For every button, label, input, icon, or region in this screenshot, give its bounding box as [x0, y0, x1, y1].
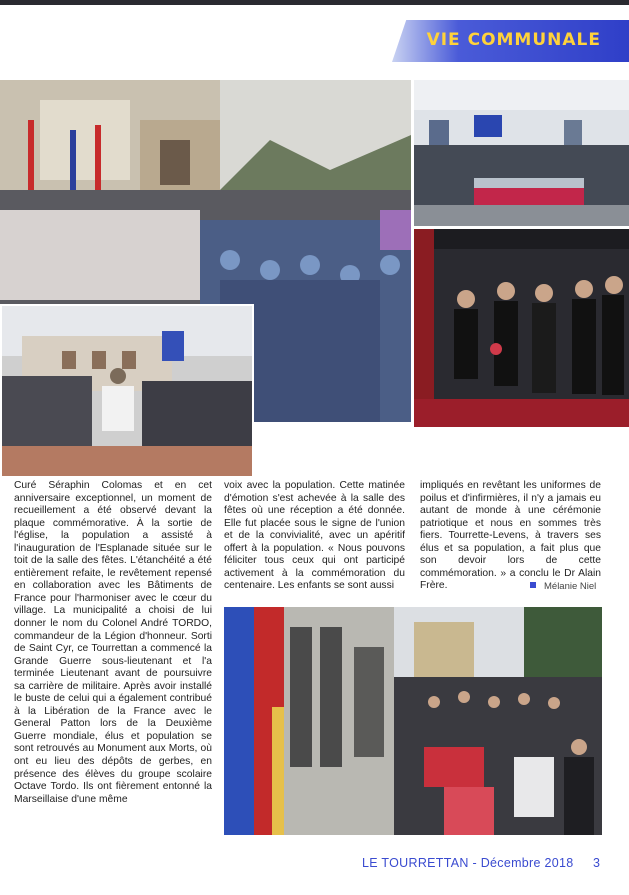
author-signature — [530, 581, 596, 592]
footer-publication: LE TOURRETTAN - Décembre 2018 — [362, 856, 574, 870]
article-text-col3: impliqués en revêtant les uniformes de poilus et d'infirmières, il n'y a jamais eu autant de monde à une cérémonie patriotique et nous en sommes très fiers. Tourrette-Levens, à travers ses élus et sa population, a fait plus que son devoir lors de cette commémoration. » a conclu le Dr Alain Frère. — [420, 480, 601, 592]
article-column-3 — [420, 480, 601, 593]
photo-exhibition-room — [414, 80, 629, 226]
section-title: VIE COMMUNALE — [426, 30, 601, 50]
section-banner — [392, 20, 629, 62]
article-column-1 — [14, 480, 212, 806]
article-text-col1: Curé Séraphin Colomas et en cet anniversaire exceptionnel, un moment de recueillement a été observé devant la plaque commémorative. À la sortie de l'église, la population a assisté à l'inauguration de l'Esplanade située sur le toit de la salle des fêtes. L'étanchéité a été entièrement refaite, le revêtement repensé en collaboration avec les Bâtiments de France pour l'harmoniser avec le cœur du village. La municipalité a choisi de lui donner le nom du Colonel André TORDO, commandeur de la Légion d'honneur. Sorti de Saint Cyr, ce Tourrettan a commencé la Grande Guerre sous-lieutenant et l'a terminée Lieutenant avant de poursuivre sa carrière de militaire. Après avoir installé le buste de celui qui a également contribué à la Libération de la France avec le General Patton lors de la Deuxième Guerre mondiale, élus et population se sont retrouvés au Monument aux Morts, où ont eu lieu des dépôts de gerbes, en présence des élèves du groupe scolaire Octave Tordo. Ils ont fièrement entonné la Marseillaise d'une même — [14, 480, 212, 805]
signature-marker-icon — [530, 582, 536, 588]
photo-monument-ceremony — [224, 607, 602, 835]
page-number: 3 — [593, 856, 600, 870]
photo-esplanade-bust — [0, 304, 254, 478]
photo-theater-scene — [414, 229, 629, 427]
article-column-2 — [224, 480, 405, 593]
article-text-col2: voix avec la population. Cette matinée d'émotion s'est achevée à la salle des fêtes où une réception a été donnée. Elle fut placée sous le signe de l'union et de la convivialité, avec un apéritif offert à la population. « Nous pouvons féliciter tous ceux qui ont participé activement à la commémoration du centenaire. Les enfants se sont aussi — [224, 480, 405, 592]
top-bar — [0, 0, 629, 5]
author-name: Mélanie Niel — [544, 581, 597, 592]
